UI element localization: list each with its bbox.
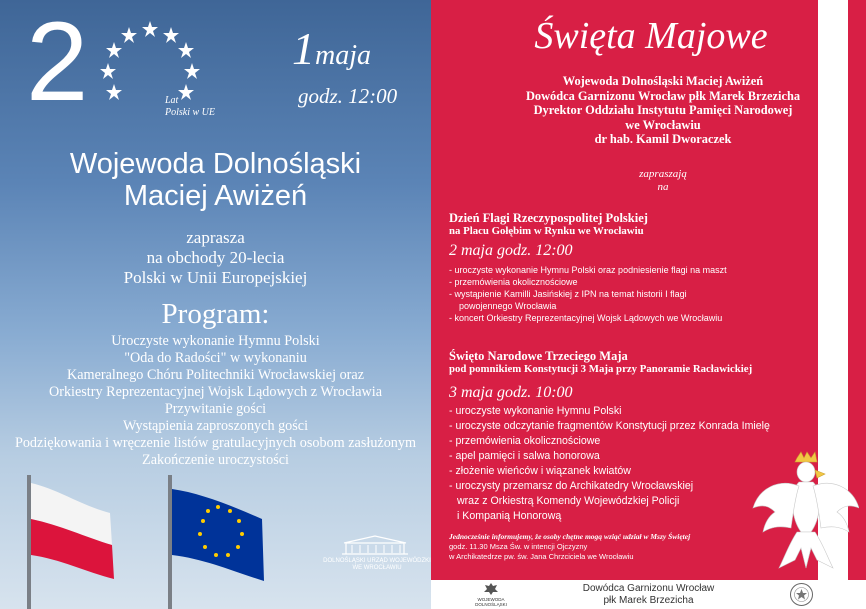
- section-title: Święto Narodowe Trzeciego Maja: [449, 349, 628, 363]
- footer: [431, 580, 866, 609]
- section-items: [449, 264, 727, 324]
- program-item: Zakończenie uroczystości: [142, 452, 289, 468]
- organizers: Wojewoda Dolnośląski Maciej Awiżeń Dowódca Garnizonu Wrocław płk Marek Brzezicha Dyrektor Oddziału Instytutu Pamięci Narodowej we Wrocławiu dr hab. Kamil Dworaczek: [525, 74, 801, 146]
- list-item: - wystąpienie Kamilli Jasińskiej z IPN na temat historii I flagi: [449, 289, 687, 299]
- invite-text-plural: zapraszają na: [639, 168, 687, 193]
- section-place: pod pomnikiem Konstytucji 3 Maja przy Panoramie Racławickiej: [449, 363, 753, 375]
- program-item: Podziękowania i wręczenie listów gratulacyjnych osobom zasłużonym: [14, 435, 417, 451]
- holiday-title: Święta Majowe: [534, 15, 768, 57]
- white-eagle-icon: [749, 448, 859, 576]
- list-item: - apel pamięci i salwa honorowa: [449, 450, 600, 462]
- section-items: [449, 404, 770, 524]
- program-item: Orkiestry Reprezentacyjnej Wojsk Lądowych z Wrocławia: [48, 384, 383, 400]
- voivode-logo-text: WOJEWODA DOLNOŚLĄSKI: [475, 597, 507, 607]
- program-item: Uroczyste wykonanie Hymnu Polski: [111, 333, 320, 349]
- program-list: [0, 333, 431, 469]
- program-title: Program:: [161, 298, 270, 330]
- list-item: - złożenie wieńców i wiązanek kwiatów: [449, 465, 631, 477]
- event-date: [292, 23, 371, 79]
- program-item: "Oda do Radości" w wykonaniu: [124, 350, 307, 366]
- list-item: powojennego Wrocławia: [459, 301, 557, 311]
- event-time: godz. 12:00: [298, 84, 398, 108]
- list-item: - uroczyste wykonanie Hymnu Polski: [449, 405, 622, 417]
- section-place: na Placu Gołębim w Rynku we Wrocławiu: [449, 225, 644, 237]
- office-name: DOLNOŚLĄSKI URZĄD WOJEWÓDZKI WE WROCŁAWIU: [323, 558, 431, 571]
- section-date: 3 maja godz. 10:00: [449, 384, 573, 401]
- list-item: - koncert Orkiestry Reprezentacyjnej Wojsk Lądowych we Wrocławiu: [449, 313, 723, 323]
- section-date: 2 maja godz. 12:00: [449, 242, 573, 259]
- garrison-commander: Dowódca Garnizonu Wrocław płk Marek Brzezicha: [582, 583, 715, 606]
- program-item: Kameralnego Chóru Politechniki Wrocławskiej oraz: [66, 367, 364, 383]
- flag-day-section: [449, 211, 727, 324]
- program-item: Wystąpienia zaproszonych gości: [122, 418, 309, 434]
- list-item: - uroczyste odczytanie fragmentów Konstytucji przez Konrada Imielę: [449, 420, 770, 432]
- host-name: Wojewoda Dolnośląski Maciej Awiżeń: [69, 148, 362, 212]
- section-title: Dzień Flagi Rzeczypospolitej Polskiej: [449, 211, 648, 225]
- left-panel: [0, 0, 431, 609]
- list-item: i Kompanią Honorową: [457, 510, 562, 522]
- list-item: wraz z Orkiestrą Komendy Wojewódzkiej Policji: [457, 495, 680, 507]
- constitution-day-section: [449, 349, 770, 524]
- office-building-icon: [340, 534, 410, 556]
- list-item: - uroczysty przemarsz do Archikatedry Wrocławskiej: [449, 480, 694, 492]
- program-item: Przywitanie gości: [164, 401, 267, 417]
- invite-text: zaprasza na obchody 20-lecia Polski w Unii Europejskiej: [123, 228, 308, 287]
- right-panel: [431, 0, 866, 580]
- years-caption: Lat Polski w UE: [165, 95, 215, 118]
- big-number: 2: [26, 0, 89, 124]
- ipn-seal-icon: [789, 582, 814, 607]
- mass-note: Jednocześnie informujemy, że osoby chętne mogą wziąć udział w Mszy Świętej godz. 11.30 Msza Św. w intencji Ojczyzny w Archikatedrze pw. św. Jana Chrzciciela we Wrocławiu: [449, 532, 691, 561]
- list-item: - przemówienia okolicznościowe: [449, 435, 601, 447]
- date-month: maja: [315, 40, 371, 71]
- list-item: - uroczyste wykonanie Hymnu Polski oraz podniesienie flagi na maszt: [449, 265, 727, 275]
- list-item: - przemówienia okolicznościowe: [449, 277, 578, 287]
- date-day: 1: [292, 23, 315, 74]
